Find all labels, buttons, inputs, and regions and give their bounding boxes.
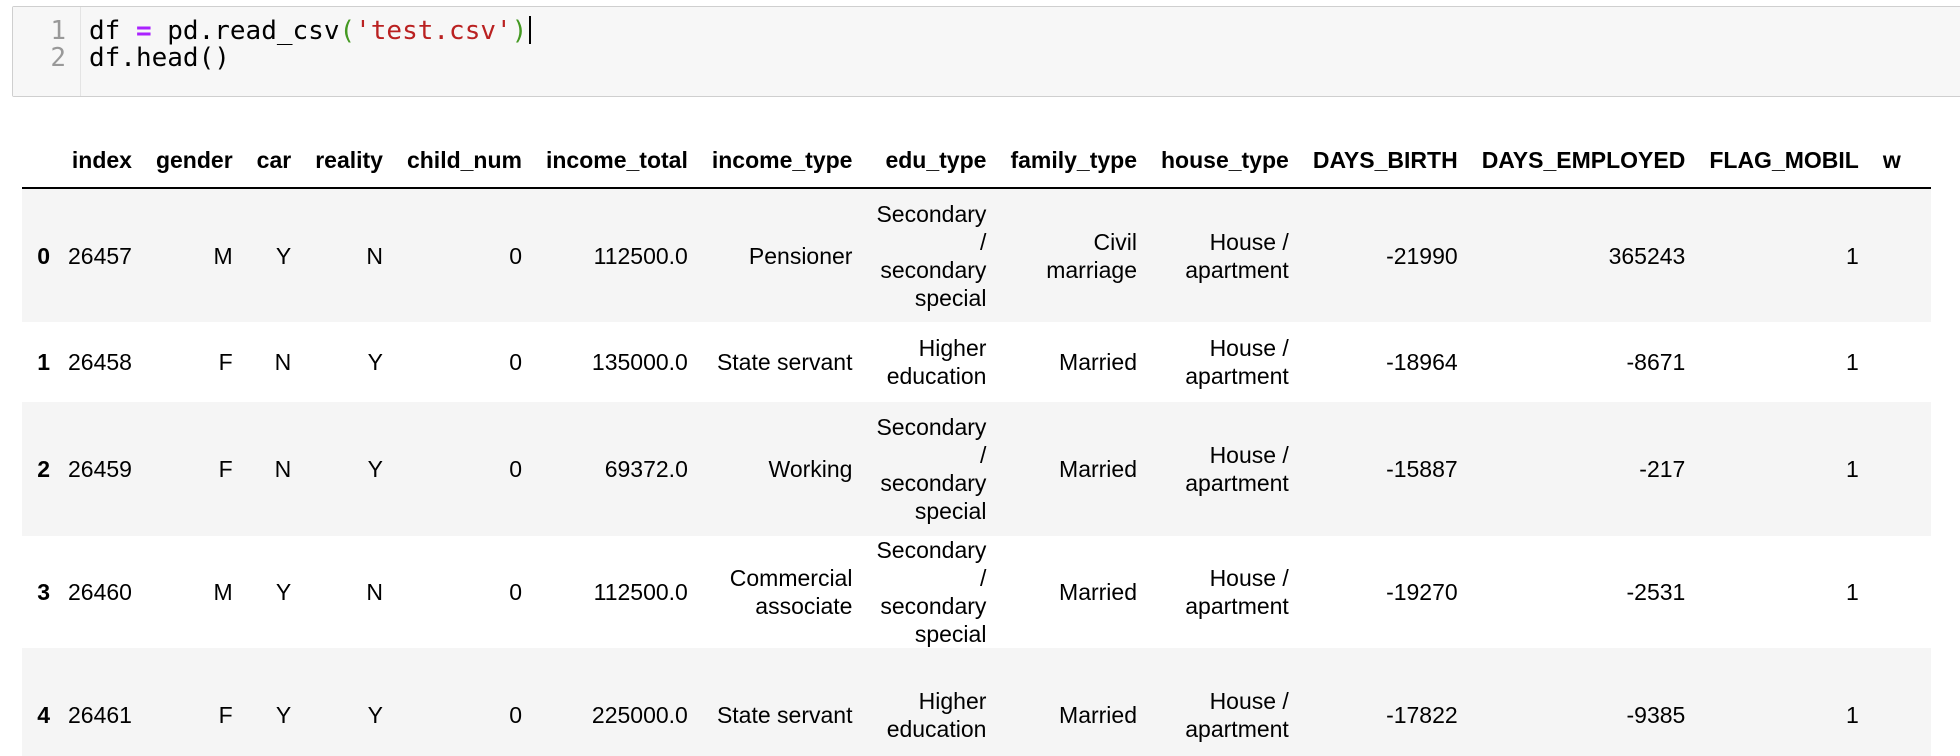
cell-index: 26459 <box>68 456 132 482</box>
cell-child-num: 0 <box>509 349 522 375</box>
cell-days-birth: -17822 <box>1386 702 1458 728</box>
cell-income-type: State servant <box>716 349 853 375</box>
column-header: DAYS_EMPLOYED <box>1470 134 1698 188</box>
column-header: family_type <box>998 134 1149 188</box>
cell-car: Y <box>275 579 292 605</box>
cell-truncated <box>1871 648 1931 756</box>
cell-gender: F <box>218 456 233 482</box>
cell-child-num: 0 <box>509 242 522 269</box>
cell-family-type: Married <box>1059 349 1137 375</box>
column-header: reality <box>303 134 395 188</box>
row-label: 0 <box>37 242 50 269</box>
cell-income-type: Pensioner <box>748 242 853 269</box>
line-number-gutter <box>13 7 81 96</box>
cell-house-type: House / apartment <box>1185 565 1289 619</box>
cell-income-total: 112500.0 <box>593 579 688 605</box>
table-row <box>22 402 1931 536</box>
text-cursor <box>529 16 531 44</box>
line-number: 1 <box>50 16 66 46</box>
column-header: DAYS_BIRTH <box>1301 134 1470 188</box>
cell-family-type: Civil marriage <box>1046 228 1137 283</box>
cell-days-employed: 365243 <box>1608 242 1686 269</box>
cell-reality: N <box>366 579 383 605</box>
code-line-2[interactable]: df.head() <box>89 43 230 73</box>
cell-index: 26460 <box>68 579 132 605</box>
cell-days-employed: -2531 <box>1626 579 1686 605</box>
cell-child-num: 0 <box>509 579 522 605</box>
cell-reality: Y <box>367 349 383 375</box>
column-header: car <box>245 134 304 188</box>
cell-car: N <box>274 349 292 375</box>
cell-flag-mobil: 1 <box>1846 579 1859 605</box>
column-header: child_num <box>395 134 534 188</box>
column-header: gender <box>144 134 245 188</box>
column-header: edu_type <box>864 134 998 188</box>
cell-days-birth: -15887 <box>1386 456 1458 482</box>
row-label: 1 <box>37 349 50 375</box>
cell-edu-type: Secondary / secondary special <box>876 537 987 647</box>
column-header: index <box>56 134 144 188</box>
table-row <box>22 648 1931 756</box>
column-header: FLAG_MOBIL <box>1697 134 1871 188</box>
table-row <box>22 536 1931 648</box>
cell-edu-type: Secondary / secondary special <box>876 200 987 311</box>
cell-days-employed: -8671 <box>1626 349 1686 375</box>
cell-edu-type: Secondary / secondary special <box>876 414 987 524</box>
cell-house-type: House / apartment <box>1185 688 1289 742</box>
cell-family-type: Married <box>1059 456 1137 482</box>
cell-truncated <box>1871 188 1931 322</box>
cell-house-type: House / apartment <box>1185 442 1289 496</box>
cell-family-type: Married <box>1059 702 1137 728</box>
cell-house-type: House / apartment <box>1185 228 1289 283</box>
cell-index: 26458 <box>68 349 132 375</box>
column-header: w <box>1871 134 1931 188</box>
cell-income-total: 69372.0 <box>604 456 688 482</box>
cell-days-birth: -19270 <box>1386 579 1458 605</box>
code-token-string: 'test.csv' <box>355 16 512 46</box>
line-number: 2 <box>50 43 66 73</box>
cell-family-type: Married <box>1059 579 1137 605</box>
row-label: 3 <box>37 579 50 605</box>
cell-flag-mobil: 1 <box>1846 702 1859 728</box>
cell-edu-type: Higher education <box>886 335 987 389</box>
cell-flag-mobil: 1 <box>1846 242 1859 269</box>
row-label: 4 <box>37 702 50 728</box>
table-row <box>22 188 1931 322</box>
column-header: income_total <box>534 134 700 188</box>
cell-reality: N <box>366 242 383 269</box>
cell-car: N <box>274 456 292 482</box>
cell-car: Y <box>275 702 292 728</box>
cell-gender: M <box>213 242 233 269</box>
cell-flag-mobil: 1 <box>1846 349 1859 375</box>
cell-income-total: 225000.0 <box>591 702 688 728</box>
cell-gender: F <box>218 349 233 375</box>
cell-child-num: 0 <box>509 702 522 728</box>
cell-truncated <box>1871 536 1931 648</box>
cell-car: Y <box>275 242 292 269</box>
cell-child-num: 0 <box>509 456 522 482</box>
table-row <box>22 322 1931 402</box>
cell-flag-mobil: 1 <box>1846 456 1859 482</box>
cell-days-birth: -21990 <box>1386 242 1458 269</box>
dataframe-output <box>22 134 1960 756</box>
cell-income-total: 135000.0 <box>591 349 688 375</box>
cell-gender: F <box>218 702 233 728</box>
row-label: 2 <box>37 456 50 482</box>
code-cell[interactable] <box>12 6 1960 97</box>
cell-income-type: Commercial associate <box>729 565 853 619</box>
header-corner <box>22 134 56 188</box>
cell-gender: M <box>213 579 233 605</box>
cell-income-type: Working <box>768 456 853 482</box>
cell-edu-type: Higher education <box>886 688 987 742</box>
cell-house-type: House / apartment <box>1185 335 1289 389</box>
code-token-paren: ( <box>339 16 356 46</box>
table-header-row <box>22 134 1931 188</box>
cell-truncated <box>1871 402 1931 536</box>
cell-days-employed: -9385 <box>1626 702 1686 728</box>
cell-income-total: 112500.0 <box>593 242 688 269</box>
column-header: income_type <box>700 134 865 188</box>
cell-reality: Y <box>367 456 383 482</box>
code-token-paren: ) <box>511 16 528 46</box>
cell-days-birth: -18964 <box>1386 349 1458 375</box>
dataframe-table <box>22 134 1931 756</box>
cell-index: 26461 <box>68 702 132 728</box>
cell-days-employed: -217 <box>1639 456 1686 482</box>
cell-index: 26457 <box>68 242 132 269</box>
cell-income-type: State servant <box>716 702 853 728</box>
code-token-variable: df <box>89 16 121 46</box>
column-header: house_type <box>1149 134 1301 188</box>
cell-reality: Y <box>367 702 383 728</box>
cell-truncated <box>1871 322 1931 402</box>
code-token-function: pd.read_csv <box>167 16 340 46</box>
code-token-operator: = <box>135 16 152 46</box>
